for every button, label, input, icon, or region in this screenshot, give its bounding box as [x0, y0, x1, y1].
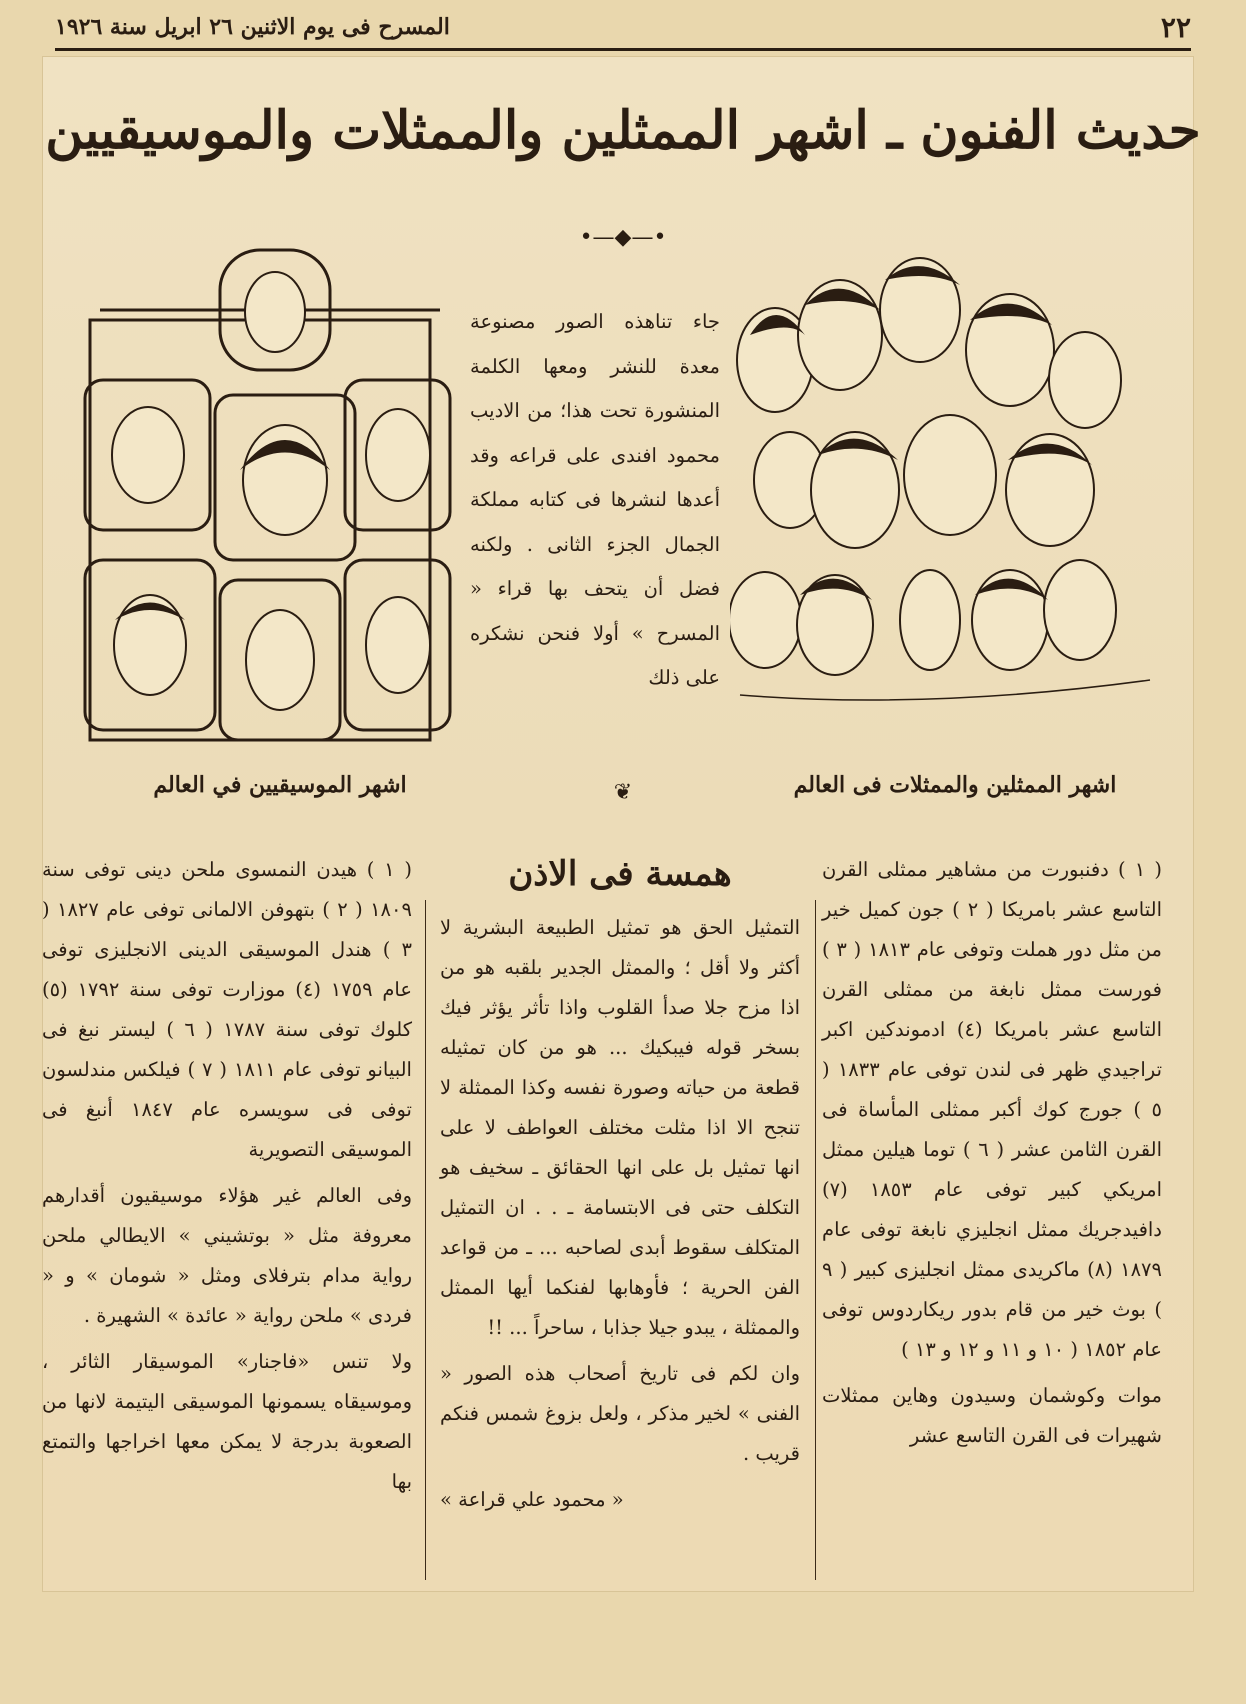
musicians-caption: اشهر الموسيقيين في العالم	[153, 772, 407, 798]
column-divider	[815, 900, 816, 1580]
wagner-paragraph: ولا تنس «فاجنار» الموسيقار الثائر ، وموسيقاه يسمونها الموسيقى اليتيمة لانها من الصعوبة بدرجة لا يمكن معها اخراجها والتمتع بها	[42, 1350, 412, 1493]
musicians-list-paragraph: ( ١ ) هيدن النمسوى ملحن دينى توفى سنة ١٨٠٩ ( ٢ ) بتهوفن الالمانى توفى عام ١٨٢٧ ( ٣ ) هندل الموسيقى الدينى الانجليزى توفى عام ١٧٥٩ (٤) موزارت توفى سنة ١٧٩٢ (٥) كلوك توفى سنة ١٧٨٧ ( ٦ ) ليستر نبغ فى البيانو توفى عام ١٨١١ ( ٧ ) فيلكس مندلسون توفى فى سويسره عام ١٨٤٧ أنبغ فى الموسيقى التصويرية	[42, 858, 412, 1161]
intro-paragraph: جاء تناهذه الصور مصنوعة معدة للنشر ومعها الكلمة المنشورة تحت هذا؛ من الاديب محمود افندى على قراعه وقد أعدها لنشرها فى كتابه مملكة الجمال الجزء الثانى . ولكنه فضل أن يتحف بها قراء « المسرح » أولا فنحن نشكره على ذلك	[470, 310, 720, 689]
actors-caption: اشهر الممثلين والممثلات فى العالم	[793, 772, 1117, 798]
whisper-column	[440, 850, 800, 1520]
intro-text	[470, 300, 720, 701]
column-divider	[425, 900, 426, 1580]
actors-engraving	[730, 240, 1200, 740]
whisper-paragraph: التمثيل الحق هو تمثيل الطبيعة البشرية لا أكثر ولا أقل ؛ والممثل الجدير بلقبه هو من اذا مزح جلا صدأ القلوب واذا تأثر يؤثر فيك بسخر قوله فيبكيك ... هو من كان تمثيله قطعة من حياته وصورة نفسه وكذا الممثلة لا تنجح الا اذا مثلت مختلف العواطف لا على انها تمثيل بل على انها الحقائق ـ سخيف هو التكلف حتى فى الابتسامة ـ . . ان التمثيل المتكلف سقوط أبدى لصاحبه ... ـ من قواعد الفن الحرية ؛ فأوهابها لفنكما أيها الممثل والممثلة ، يبدو جيلا جذابا ، ساحراً ... !!	[440, 916, 800, 1339]
author-signature: « محمود علي قراعة »	[440, 1488, 624, 1511]
whisper-title: همسة فى الاذن	[508, 854, 732, 894]
section-ornament: ❦	[613, 780, 633, 805]
actors-list-column	[822, 850, 1162, 1462]
issue-line: المسرح فى يوم الاثنين ٢٦ ابريل سنة ١٩٢٦	[55, 14, 450, 40]
whisper-paragraph: وان لكم فى تاريخ أصحاب هذه الصور « الفنى » لخير مذكر ، ولعل بزوغ شمس فنكم قريب .	[440, 1362, 800, 1465]
page-number: ٢٢	[1160, 10, 1191, 44]
page-header	[55, 10, 1191, 51]
other-musicians-paragraph: وفى العالم غير هؤلاء موسيقيون أقدارهم معروفة مثل « بوتشيني » الايطالي ملحن رواية مدام بترفلاى ومثل « شومان » و « فردى » ملحن رواية « عائدة » الشهيرة .	[42, 1184, 412, 1327]
musicians-engraving	[40, 240, 460, 750]
title-ornament: •—◆—•	[579, 225, 667, 250]
page-title: حديث الفنون ـ اشهر الممثلين والممثلات والموسيقيين	[45, 100, 1201, 161]
actors-list-paragraph: ( ١ ) دفنبورت من مشاهير ممثلى القرن التاسع عشر بامريكا ( ٢ ) جون كميل خير من مثل دور هملت وتوفى عام ١٨١٣ ( ٣ ) فورست ممثل نابغة من ممثلى القرن التاسع عشر بامريكا (٤) ادموندكين اكبر تراجيدي ظهر فى لندن توفى عام ١٨٣٣ ( ٥ ) جورج كوك أكبر ممثلى المأساة فى القرن الثامن عشر ( ٦ ) توما هيلين ممثل امريكي كبير توفى عام ١٨٥٣ (٧) دافيدجريك ممثل انجليزي نابغة توفى عام ١٨٧٩ (٨) ماكريدى ممثل انجليزى كبير ( ٩ ) بوث خير من قام بدور ريكاردوس توفى عام ١٨٥٢ ( ١٠ و ١١ و ١٢ و ١٣ )	[822, 858, 1162, 1361]
actresses-paragraph: موات وكوشمان وسيدون وهاين ممثلات شهيرات فى القرن التاسع عشر	[822, 1384, 1162, 1447]
musicians-list-column	[42, 850, 412, 1508]
